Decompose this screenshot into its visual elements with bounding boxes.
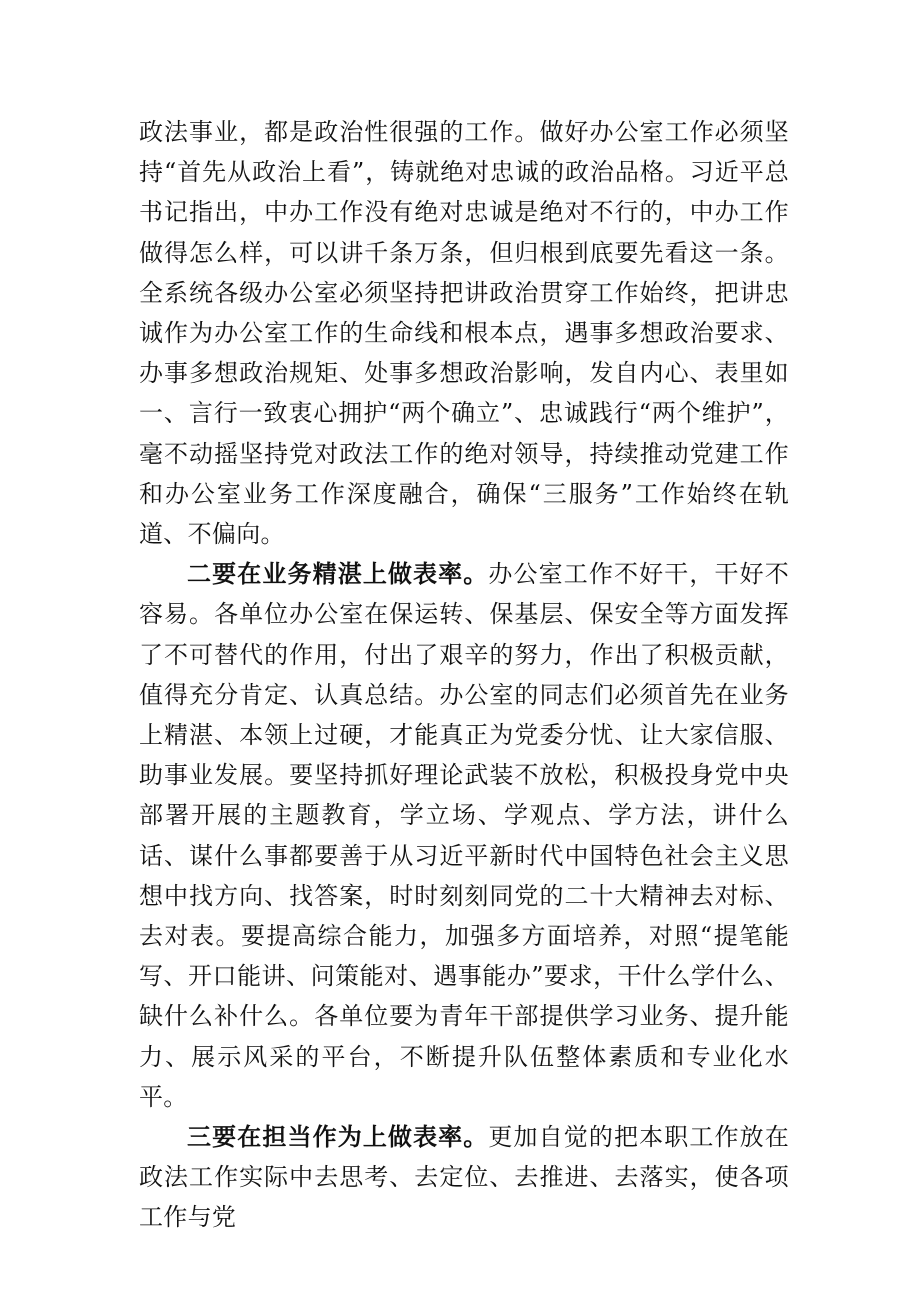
- paragraph-3-lead: 三要在担当作为上做表率。: [187, 1122, 489, 1152]
- paragraph-1-text: 政法事业，都是政治性很强的工作。做好办公室工作必须坚持“首先从政治上看”，铸就绝对忠诚的政治品格。习近平总书记指出，中办工作没有绝对忠诚是绝对不行的，中办工作做得怎么样，可以讲千条万条，但归根到底要先看这一条。全系统各级办公室必须坚持把讲政治贯穿工作始终，把讲忠诚作为办公室工作的生命线和根本点，遇事多想政治要求、办事多想政治规矩、处事多想政治影响，发自内心、表里如一、言行一致衷心拥护“两个确立”、忠诚践行“两个维护”，毫不动摇坚持党对政法工作的绝对领导，持续推动党建工作和办公室业务工作深度融合，确保“三服务”工作始终在轨道、不偏向。: [139, 118, 789, 549]
- paragraph-3-text: 更加自觉的把本职工作放在政法工作实际中去思考、去定位、去推进、去落实，使各项工作与党: [139, 1123, 789, 1232]
- paragraph-3: [139, 1117, 789, 1238]
- paragraph-2: [139, 554, 789, 1117]
- paragraph-2-text: 办公室工作不好干，干好不容易。各单位办公室在保运转、保基层、保安全等方面发挥了不可替代的作用，付出了艰辛的努力，作出了积极贡献，值得充分肯定、认真总结。办公室的同志们必须首先在业务上精湛、本领上过硬，才能真正为党委分忧、让大家信服、助事业发展。要坚持抓好理论武装不放松，积极投身党中央部署开展的主题教育，学立场、学观点、学方法，讲什么话、谋什么事都要善于从习近平新时代中国特色社会主义思想中找方向、找答案，时时刻刻同党的二十大精神去对标、去对表。要提高综合能力，加强多方面培养，对照“提笔能写、开口能讲、问策能对、遇事能办”要求，干什么学什么、缺什么补什么。各单位要为青年干部提供学习业务、提升能力、展示风采的平台，不断提升队伍整体素质和专业化水平。: [139, 560, 789, 1111]
- paragraph-1: [139, 112, 789, 554]
- document-body: [139, 112, 789, 1238]
- paragraph-2-lead: 二要在业务精湛上做表率。: [187, 559, 489, 589]
